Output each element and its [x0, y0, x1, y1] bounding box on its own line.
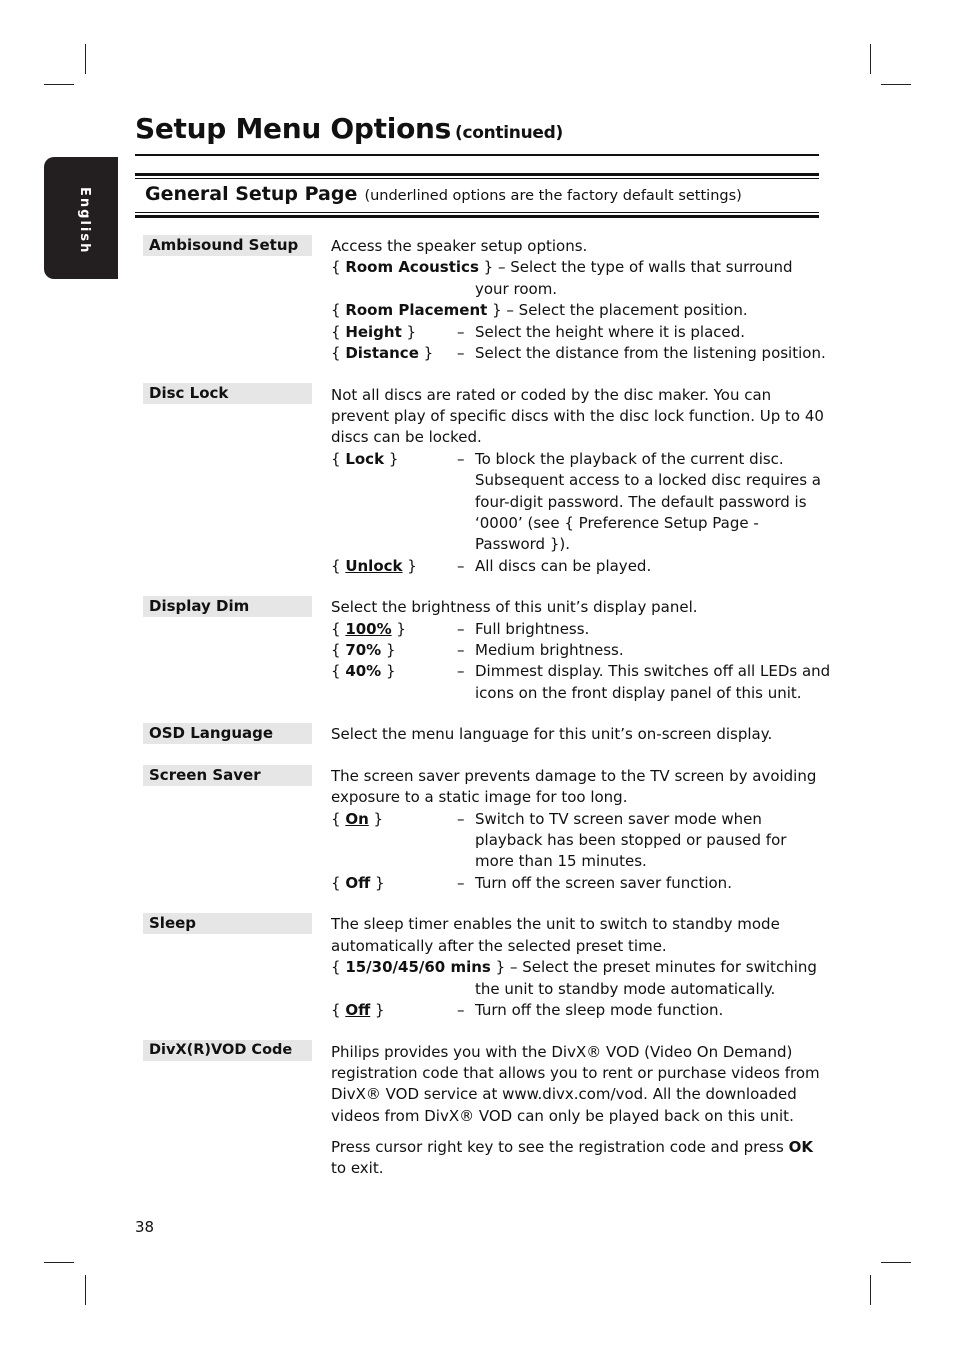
divx-text: DivX® VOD service at www.divx.com/vod. All the downloaded [331, 1085, 797, 1103]
sleep-mins-desc: } – Select the preset minutes for switching [495, 958, 817, 976]
dash: – [457, 874, 465, 892]
dash: – [457, 662, 465, 680]
saver-off-name: Off [345, 874, 371, 892]
divx-text [331, 1138, 813, 1156]
sleep-intro: The sleep timer enables the unit to switch to standby mode [331, 915, 780, 933]
sleep-mins-name: 15/30/45/60 mins [345, 958, 491, 976]
dash: – [457, 641, 465, 659]
saver-on-name: On [345, 810, 369, 828]
height-desc: Select the height where it is placed. [475, 323, 746, 341]
distance-desc: Select the distance from the listening position. [475, 344, 826, 362]
page-title [135, 112, 563, 145]
lock-desc: Password }). [475, 535, 570, 553]
dim-70-name: 70% [345, 641, 382, 659]
unlock-name: Unlock [345, 557, 403, 575]
crop-mark [44, 84, 74, 85]
dim-40-desc: Dimmest display. This switches off all LEDs and [475, 662, 831, 680]
lock-name: Lock [345, 450, 385, 468]
dim-100-name: 100% [345, 620, 392, 638]
divx-text: Philips provides you with the DivX® VOD (Video On Demand) [331, 1043, 793, 1061]
option-label-sleep: Sleep [143, 913, 312, 934]
room-acoustics-name: Room Acoustics [345, 258, 479, 276]
crop-mark [85, 1275, 86, 1305]
option-label-osd-language: OSD Language [143, 723, 312, 744]
crop-mark [870, 44, 871, 74]
lock-desc: Subsequent access to a locked disc requires a [475, 471, 821, 489]
dim-100-option: { 100% } [331, 620, 406, 638]
divx-text: videos from DivX® VOD can only be played back on this unit. [331, 1107, 794, 1125]
dash: – [457, 620, 465, 638]
option-label-ambisound: Ambisound Setup [143, 235, 312, 256]
section-rule [135, 178, 819, 179]
dash: – [457, 557, 465, 575]
divx-text: registration code that allows you to rent or purchase videos from [331, 1064, 820, 1082]
ambisound-intro: Access the speaker setup options. [331, 237, 588, 255]
section-rule [135, 215, 819, 218]
room-placement-name: Room Placement [345, 301, 488, 319]
ambisound-room-acoustics: { Room Acoustics } – Select the type of walls that surround [331, 258, 793, 276]
saver-off-desc: Turn off the screen saver function. [475, 874, 732, 892]
option-label-display-dim: Display Dim [143, 596, 312, 617]
section-rule [135, 173, 819, 176]
option-label-divx-vod: DivX(R)VOD Code [143, 1040, 312, 1061]
page-number: 38 [135, 1218, 155, 1236]
crop-mark [44, 1262, 74, 1263]
saver-on-desc: playback has been stopped or paused for [475, 831, 787, 849]
dim-40-option: { 40% } [331, 662, 396, 680]
lock-desc: ‘0000’ (see { Preference Setup Page - [475, 514, 759, 532]
ambisound-distance: { Distance } [331, 344, 434, 362]
dim-40-name: 40% [345, 662, 382, 680]
title-text: Setup Menu Options [135, 112, 451, 145]
sleep-off-name: Off [345, 1001, 371, 1019]
sleep-mins-option: { 15/30/45/60 mins } – Select the preset minutes for switching [331, 958, 817, 976]
room-placement-desc: } – Select the placement position. [492, 301, 748, 319]
title-continued: (continued) [455, 123, 563, 143]
crop-mark [881, 84, 911, 85]
language-tab [44, 157, 118, 279]
ok-key-label: OK [788, 1138, 813, 1156]
dash: – [457, 344, 465, 362]
room-acoustics-desc2: your room. [475, 280, 558, 298]
unlock-desc: All discs can be played. [475, 557, 652, 575]
unlock-option: { Unlock } [331, 557, 417, 575]
option-label-screen-saver: Screen Saver [143, 765, 312, 786]
sleep-off-option: { Off } [331, 1001, 385, 1019]
saver-on-desc: more than 15 minutes. [475, 852, 647, 870]
saver-on-desc: Switch to TV screen saver mode when [475, 810, 762, 828]
section-title-note: (underlined options are the factory default settings) [364, 188, 742, 204]
dim-40-desc: icons on the front display panel of this unit. [475, 684, 802, 702]
room-acoustics-desc: } – Select the type of walls that surround [483, 258, 793, 276]
crop-mark [85, 44, 86, 74]
dash: – [457, 450, 465, 468]
crop-mark [881, 1262, 911, 1263]
sleep-intro: automatically after the selected preset time. [331, 937, 667, 955]
dim-70-desc: Medium brightness. [475, 641, 624, 659]
section-title-main: General Setup Page [145, 183, 358, 205]
title-rule [135, 154, 819, 156]
osd-intro: Select the menu language for this unit’s on-screen display. [331, 725, 773, 743]
dash: – [457, 1001, 465, 1019]
disc-lock-intro: prevent play of specific discs with the disc lock function. Up to 40 [331, 407, 824, 425]
height-name: Height [345, 323, 402, 341]
screen-saver-intro: exposure to a static image for too long. [331, 788, 628, 806]
section-rule [135, 212, 819, 213]
disc-lock-intro: Not all discs are rated or coded by the disc maker. You can [331, 386, 772, 404]
lock-option: { Lock } [331, 450, 399, 468]
language-tab-label: English [77, 187, 92, 255]
dash: – [457, 810, 465, 828]
lock-desc: To block the playback of the current disc. [475, 450, 784, 468]
disc-lock-intro: discs can be locked. [331, 428, 482, 446]
dash: – [457, 323, 465, 341]
divx-text: to exit. [331, 1159, 384, 1177]
dim-100-desc: Full brightness. [475, 620, 590, 638]
section-title [145, 183, 742, 205]
ambisound-height: { Height } [331, 323, 417, 341]
screen-saver-intro: The screen saver prevents damage to the TV screen by avoiding [331, 767, 817, 785]
ambisound-room-placement: { Room Placement } – Select the placement position. [331, 301, 748, 319]
saver-on-option: { On } [331, 810, 384, 828]
display-dim-intro: Select the brightness of this unit’s display panel. [331, 598, 698, 616]
option-label-disc-lock: Disc Lock [143, 383, 312, 404]
crop-mark [870, 1275, 871, 1305]
sleep-off-desc: Turn off the sleep mode function. [475, 1001, 724, 1019]
distance-name: Distance [345, 344, 419, 362]
divx-press-text: Press cursor right key to see the registration code and press [331, 1138, 784, 1156]
saver-off-option: { Off } [331, 874, 385, 892]
dim-70-option: { 70% } [331, 641, 396, 659]
sleep-mins-desc2: the unit to standby mode automatically. [475, 980, 776, 998]
lock-desc: four-digit password. The default password is [475, 493, 807, 511]
